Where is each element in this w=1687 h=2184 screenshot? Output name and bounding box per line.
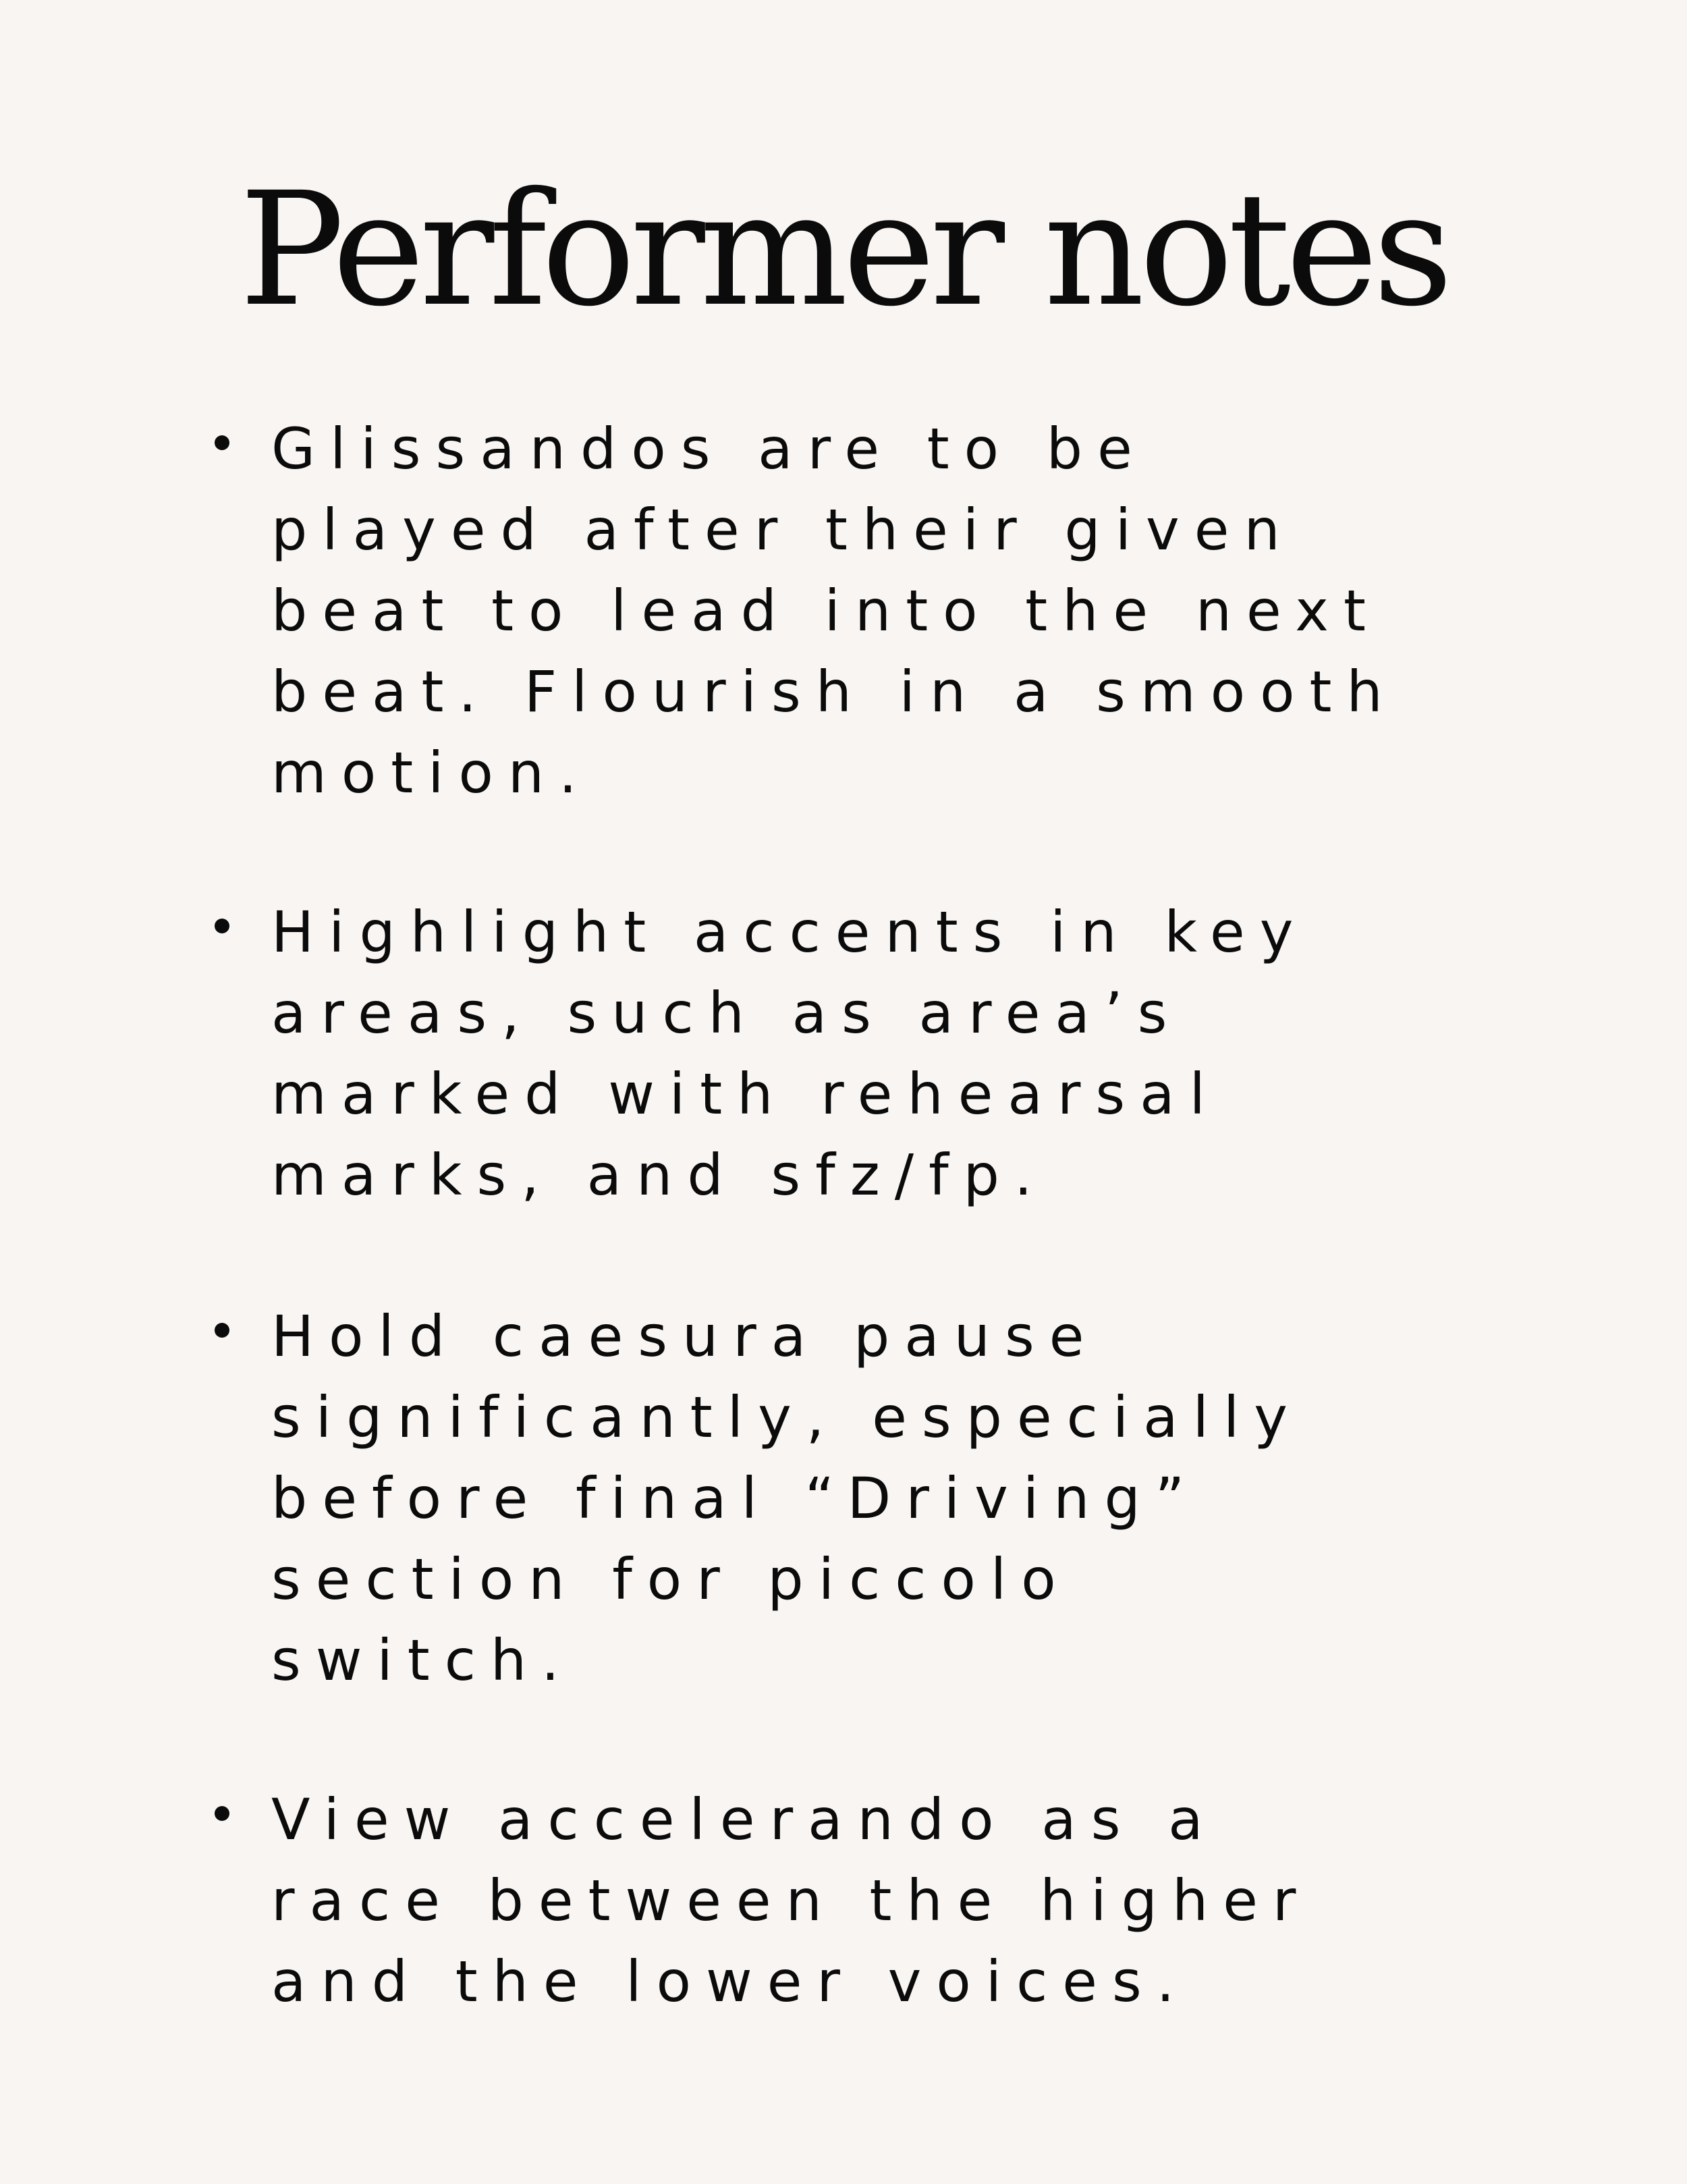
note-line: marks, and sfz/fp. bbox=[271, 1142, 1047, 1208]
note-line: significantly, especially bbox=[271, 1384, 1303, 1450]
note-line: View accelerando as a bbox=[271, 1786, 1218, 1853]
page-title: Performer notes bbox=[239, 159, 1448, 341]
note-text bbox=[271, 892, 1547, 1216]
note-line: and the lower voices. bbox=[271, 1948, 1190, 2015]
note-line: areas, such as area’s bbox=[271, 980, 1182, 1046]
note-line: section for piccolo bbox=[271, 1546, 1071, 1612]
note-text bbox=[271, 1779, 1547, 2022]
note-line: marked with rehearsal bbox=[271, 1061, 1220, 1127]
note-line: Glissandos are to be bbox=[271, 416, 1147, 482]
note-line: switch. bbox=[271, 1627, 574, 1693]
bullet-icon bbox=[215, 1806, 229, 1821]
note-line: before final “Driving” bbox=[271, 1465, 1200, 1531]
bullet-icon bbox=[215, 435, 229, 450]
note-line: race between the higher bbox=[271, 1867, 1311, 1934]
note-line: motion. bbox=[271, 740, 592, 806]
bullet-icon bbox=[215, 919, 229, 933]
note-text bbox=[271, 408, 1547, 813]
note-line: beat to lead into the next bbox=[271, 578, 1381, 644]
note-text bbox=[271, 1296, 1547, 1701]
note-line: beat. Flourish in a smooth bbox=[271, 659, 1398, 725]
bullet-icon bbox=[215, 1323, 229, 1338]
note-line: played after their given bbox=[271, 497, 1295, 563]
note-line: Hold caesura pause bbox=[271, 1303, 1099, 1369]
note-line: Highlight accents in key bbox=[271, 899, 1308, 965]
